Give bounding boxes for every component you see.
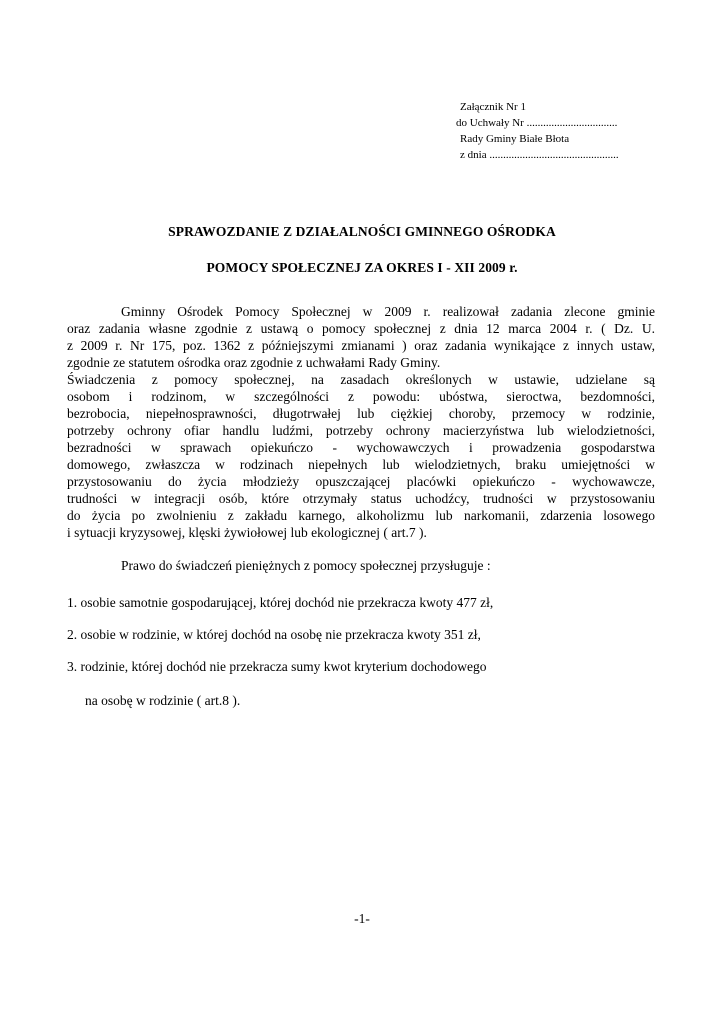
attachment-header <box>456 99 619 163</box>
resolution-number: do Uchwały Nr ................................. <box>456 117 618 129</box>
resolution-date: z dnia ............................................... <box>460 149 619 161</box>
list-item-2: 2. osobie w rodzinie, w której dochód na osobę nie przekracza kwoty 351 zł, <box>67 627 481 642</box>
paragraph-line: z 2009 r. Nr 175, poz. 1362 z późniejszymi zmianami ) oraz zadania wynikające z innych ustaw, <box>67 338 655 353</box>
document-title-line-2: POMOCY SPOŁECZNEJ ZA OKRES I - XII 2009 r. <box>206 260 518 275</box>
list-item-1: 1. osobie samotnie gospodarującej, której dochód nie przekracza kwoty 477 zł, <box>67 595 494 610</box>
paragraph-line: oraz zadania własne zgodnie z ustawą o pomocy społecznej z dnia 12 marca 2004 r. ( Dz. U. <box>67 321 655 336</box>
paragraph-line: bezradności w sprawach opiekuńczo - wychowawczych i prowadzenia gospodarstwa <box>67 440 655 455</box>
paragraph-line: bezrobocia, niepełnosprawności, długotrwałej lub ciężkiej choroby, przemocy w rodzinie, <box>67 406 655 421</box>
entitlement-intro: Prawo do świadczeń pieniężnych z pomocy społecznej przysługuje : <box>121 558 491 573</box>
paragraph-line: domowego, zwłaszcza w rodzinach niepełnych lub wielodzietnych, braku umiejętności w <box>67 457 655 472</box>
report-body <box>67 303 655 541</box>
paragraph-line: Świadczenia z pomocy społecznej, na zasadach określonych w ustawie, udzielane są <box>67 372 655 387</box>
paragraph-line: przystosowaniu do życia młodzieży opuszczającej placówki opiekuńczo - wychowawcze, <box>67 474 655 489</box>
paragraph-line: do życia po zwolnieniu z zakładu karnego, alkoholizmu lub narkomanii, zdarzenia losowego <box>67 508 655 523</box>
document-title-line-1: SPRAWOZDANIE Z DZIAŁALNOŚCI GMINNEGO OŚRODKA <box>168 224 556 239</box>
council-name: Rady Gminy Białe Błota <box>460 133 570 145</box>
paragraph-line: potrzeby ochrony ofiar handlu ludźmi, potrzeby ochrony macierzyństwa lub wielodzietności, <box>67 423 655 438</box>
paragraph-line: osobom i rodzinom, w szczególności z powodu: ubóstwa, sieroctwa, bezdomności, <box>67 389 655 404</box>
paragraph-line: zgodnie ze statutem ośrodka oraz zgodnie z uchwałami Rady Gminy. <box>67 355 441 370</box>
paragraph-line: Gminny Ośrodek Pomocy Społecznej w 2009 r. realizował zadania zlecone gminie <box>121 304 655 319</box>
list-item-3: 3. rodzinie, której dochód nie przekracza sumy kwot kryterium dochodowego <box>67 659 487 674</box>
attachment-number: Załącznik Nr 1 <box>460 101 526 113</box>
paragraph-line: trudności w integracji osób, które otrzymały status uchodźcy, trudności w przystosowaniu <box>67 491 655 506</box>
paragraph-line: i sytuacji kryzysowej, klęski żywiołowej lub ekologicznej ( art.7 ). <box>67 525 427 540</box>
page-number: -1- <box>354 911 370 926</box>
list-item-3-continuation: na osobę w rodzinie ( art.8 ). <box>85 693 241 708</box>
